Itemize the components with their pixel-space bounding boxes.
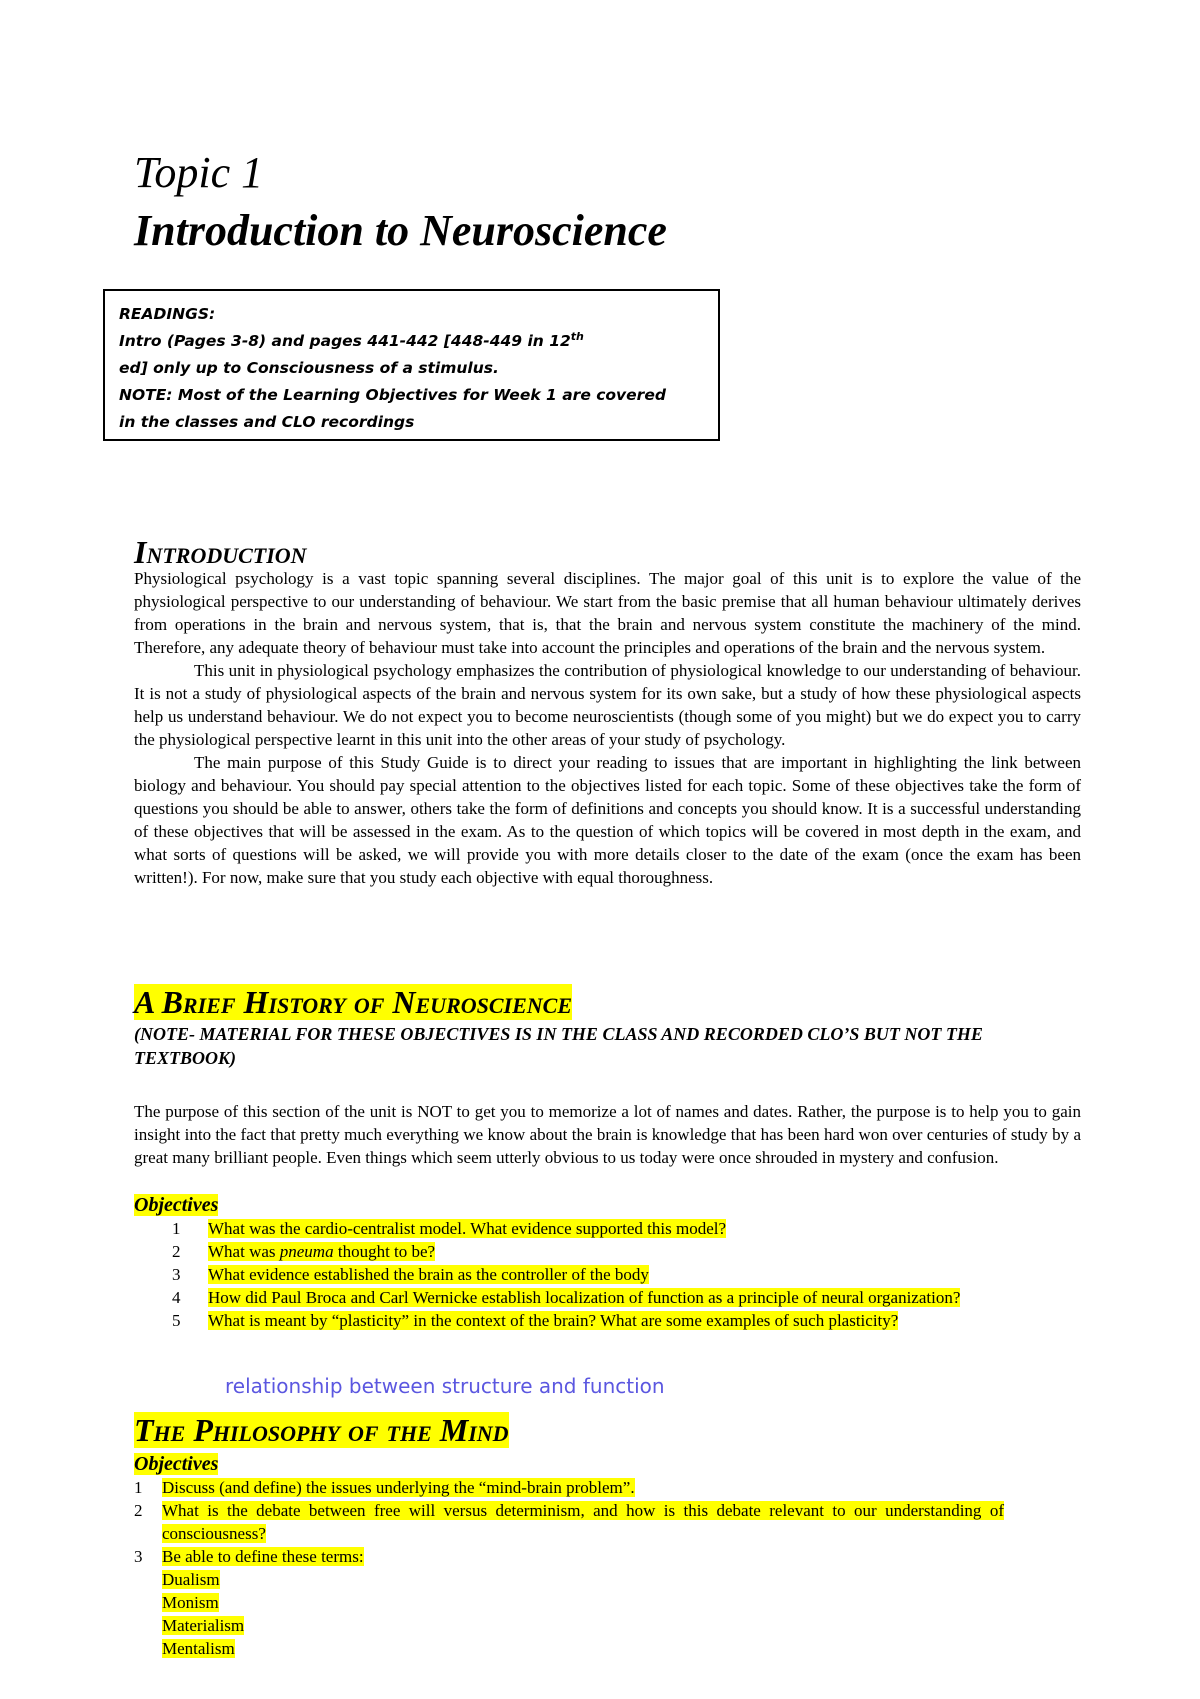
- introduction-body: [134, 567, 1081, 889]
- readings-text: [119, 301, 709, 436]
- intro-paragraph: This unit in physiological psychology emphasizes the contribution of physiological knowledge to our understanding of behaviour. It is not a study of physiological aspects of the brain and nervous system for its own sake, but a study of how these physiological aspects help us understand behaviour. We do not expect you to become neuroscientists (though some of you might) but we do expect you to carry the physiological perspective learnt in this unit into the other areas of your study of psychology.: [134, 661, 1081, 749]
- readings-label: READINGS:: [119, 305, 216, 323]
- intro-paragraph: Physiological psychology is a vast topic spanning several disciplines. The major goal of this unit is to explore the value of the physiological perspective to our understanding of behaviour. We start from the basic premise that all human behaviour ultimately derives from operations in the brain and nervous system, that is, that the brain and nervous system constitute the machinery of the mind. Therefore, any adequate theory of behaviour must take into account the principles and operations of the brain and the nervous system.: [134, 569, 1081, 657]
- history-heading: A Brief History of Neuroscience: [134, 984, 573, 1020]
- list-item: 3 Be able to define these terms:: [134, 1547, 364, 1566]
- list-item: 3 What evidence established the brain as the controller of the body: [172, 1265, 649, 1284]
- list-item: 2 What was pneuma thought to be?: [172, 1242, 436, 1261]
- readings-line: Intro (Pages 3-8) and pages 441-442 [448-449 in 12th: [119, 329, 584, 350]
- philosophy-heading: The Philosophy of the Mind: [134, 1412, 509, 1448]
- intro-paragraph: The main purpose of this Study Guide is to direct your reading to issues that are important in highlighting the link between biology and behaviour. You should pay special attention to the objectives listed for each topic. Some of these objectives take the form of questions you should be able to answer, others take the form of definitions and concepts you should know. It is a successful understanding of these objectives that will be assessed in the exam. As to the question of which topics will be covered in most depth in the exam, and what sorts of questions will be asked, we will provide you with more details closer to the date of the exam (once the exam has been written!). For now, make sure that you study each objective with equal thoroughness.: [134, 753, 1081, 887]
- list-item: 1 Discuss (and define) the issues underlying the “mind-brain problem”.: [134, 1478, 635, 1497]
- handwritten-annotation: relationship between structure and function: [225, 1374, 665, 1398]
- term-item: Mentalism: [162, 1639, 235, 1658]
- list-item: 1 What was the cardio-centralist model. What evidence supported this model?: [172, 1219, 727, 1238]
- term-item: Monism: [162, 1593, 219, 1612]
- list-item: 5 What is meant by “plasticity” in the context of the brain? What are some examples of such plasticity?: [172, 1311, 899, 1330]
- term-item: Dualism: [162, 1570, 220, 1589]
- history-objectives-label: Objectives: [134, 1194, 219, 1216]
- readings-note: NOTE: Most of the Learning Objectives for Week 1 are covered: [119, 386, 666, 404]
- philosophy-objectives-list: [134, 1476, 1004, 1660]
- term-item: Materialism: [162, 1616, 245, 1635]
- readings-note: in the classes and CLO recordings: [119, 413, 415, 431]
- history-paragraph: The purpose of this section of the unit is NOT to get you to memorize a lot of names and dates. Rather, the purpose is to help you to gain insight into the fact that pretty much everything we know about the brain is knowledge that has been hard won over centuries of study by a great many brilliant people. Even things which seem utterly obvious to us today were once shrouded in mystery and confusion.: [134, 1102, 1081, 1167]
- readings-line: ed] only up to Consciousness of a stimulus.: [119, 359, 499, 377]
- readings-box: [103, 289, 720, 441]
- page-title: Introduction to Neuroscience: [134, 206, 667, 255]
- list-item: 2 What is the debate between free will versus determinism, and how is this debate relevant to our understanding of consciousness?: [134, 1501, 1004, 1543]
- topic-number: Topic 1: [134, 148, 264, 197]
- list-item: 4 How did Paul Broca and Carl Wernicke establish localization of function as a principle of neural organization?: [172, 1288, 961, 1307]
- introduction-heading: Introduction: [134, 534, 307, 570]
- philosophy-objectives-label: Objectives: [134, 1453, 219, 1475]
- history-objectives-list: [172, 1217, 1052, 1332]
- history-note: (NOTE- MATERIAL FOR THESE OBJECTIVES IS IN THE CLASS AND RECORDED CLO’S BUT NOT THE TEXTBOOK): [134, 1024, 983, 1068]
